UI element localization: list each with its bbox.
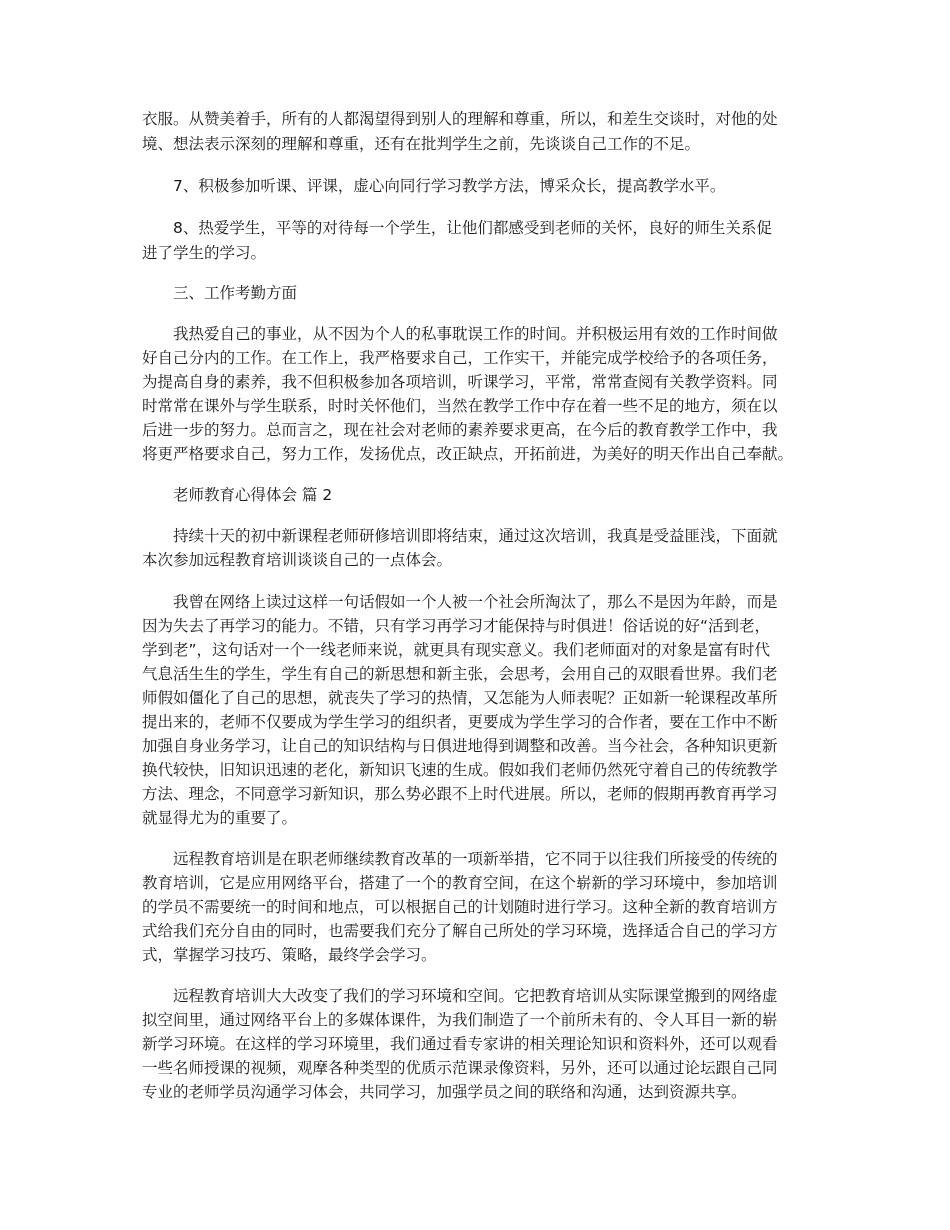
text-line: 境、想法表示深刻的理解和尊重，还有在批判学生之前，先谈谈自己工作的不足。 [142,135,701,153]
text-line: 为提高自身的素养，我不但积极参加各项培训，听课学习，平常，常常查阅有关教学资料。同 [142,373,778,391]
text-line: 教育培训，它是应用网络平台，搭建了一个的教育空间，在这个崭新的学习环境中，参加培训 [142,874,778,892]
text-line: 加强自身业务学习，让自己的知识结构与日俱进地得到调整和改善。当今社会，各种知识更新 [142,737,778,755]
text-line: 将更严格要求自己，努力工作，发扬优点，改正缺点，开拓前进，为美好的明天作出自己奉献。 [142,445,794,463]
text-line: 换代较快，旧知识迅速的老化，新知识飞速的生成。假如我们老师仍然死守着自己的传统教学 [142,761,778,779]
text-line: 远程教育培训是在职老师继续教育改革的一项新举措，它不同于以往我们所接受的传统的 [173,850,778,868]
text-line: 我曾在网络上读过这样一句话假如一个人被一个社会所淘汰了，那么不是因为年龄，而是 [173,593,778,611]
text-line: 持续十天的初中新课程老师研修培训即将结束，通过这次培训，我真是受益匪浅，下面就 [173,527,778,545]
text-line: 后进一步的努力。总而言之，现在社会对老师的素养要求更高，在今后的教育教学工作中，我 [142,421,778,439]
section-heading: 三、工作考勤方面 [173,284,298,302]
text-line: 提出来的，老师不仅要成为学生学习的组织者，更要成为学生学习的合作者，要在工作中不断 [142,713,778,731]
text-line: 师假如僵化了自己的思想，就丧失了学习的热情，又怎能为人师表呢？正如新一轮课程改革所 [142,689,778,707]
text-line: 一些名师授课的视频，观摩各种类型的优质示范课录像资料，另外，还可以通过论坛跟自己同 [142,1059,778,1077]
text-line: 式，掌握学习技巧、策略，最终学会学习。 [142,946,437,964]
text-line: 进了学生的学习。 [142,244,267,262]
text-line: 拟空间里，通过网络平台上的多媒体课件，为我们制造了一个前所未有的、令人耳目一新的崭 [142,1011,778,1029]
text-line: 8、热爱学生，平等的对待每一个学生，让他们都感受到老师的关怀，良好的师生关系促 [173,219,772,237]
text-line: 因为失去了再学习的能力。不错，只有学习再学习才能保持与时俱进！俗话说的好“活到老， [142,617,771,635]
text-line: 气息活生生的学生，学生有自己的新思想和新主张，会思考，会用自己的双眼看世界。我们老 [142,665,778,683]
text-line: 学到老”，这句话对一个一线老师来说，就更具有现实意义。我们老师面对的对象是富有时代 [142,641,771,659]
text-line: 远程教育培训大大改变了我们的学习环境和空间。它把教育培训从实际课堂搬到的网络虚 [173,987,778,1005]
text-line: 衣服。从赞美着手，所有的人都渴望得到别人的理解和尊重，所以，和差生交谈时，对他的处 [142,110,778,128]
text-line: 7、积极参加听课、评课，虚心向同行学习教学方法，博采众长，提高教学水平。 [173,177,726,195]
article-title: 老师教育心得体会 篇 2 [173,486,333,504]
text-line: 专业的老师学员沟通学习体会，共同学习，加强学员之间的联络和沟通，达到资源共享。 [142,1083,747,1101]
text-line: 我热爱自己的事业，从不因为个人的私事耽误工作的时间。并积极运用有效的工作时间做 [173,325,778,343]
text-line: 好自己分内的工作。在工作上，我严格要求自己，工作实干，并能完成学校给予的各项任务， [142,349,778,367]
text-line: 式给我们充分自由的同时，也需要我们充分了解自己所处的学习环境，选择适合自己的学习方 [142,922,778,940]
text-line: 本次参加远程教育培训谈谈自己的一点体会。 [142,551,453,569]
text-line: 新学习环境。在这样的学习环境里，我们通过看专家讲的相关理论知识和资料外，还可以观看 [142,1035,778,1053]
text-line: 时常常在课外与学生联系，时时关怀他们，当然在教学工作中存在着一些不足的地方，须在以 [142,397,778,415]
text-line: 就显得尤为的重要了。 [142,809,298,827]
text-line: 的学员不需要统一的时间和地点，可以根据自己的计划随时进行学习。这种全新的教育培训方 [142,898,778,916]
text-line: 方法、理念，不同意学习新知识，那么势必跟不上时代进展。所以，老师的假期再教育再学习 [142,785,778,803]
